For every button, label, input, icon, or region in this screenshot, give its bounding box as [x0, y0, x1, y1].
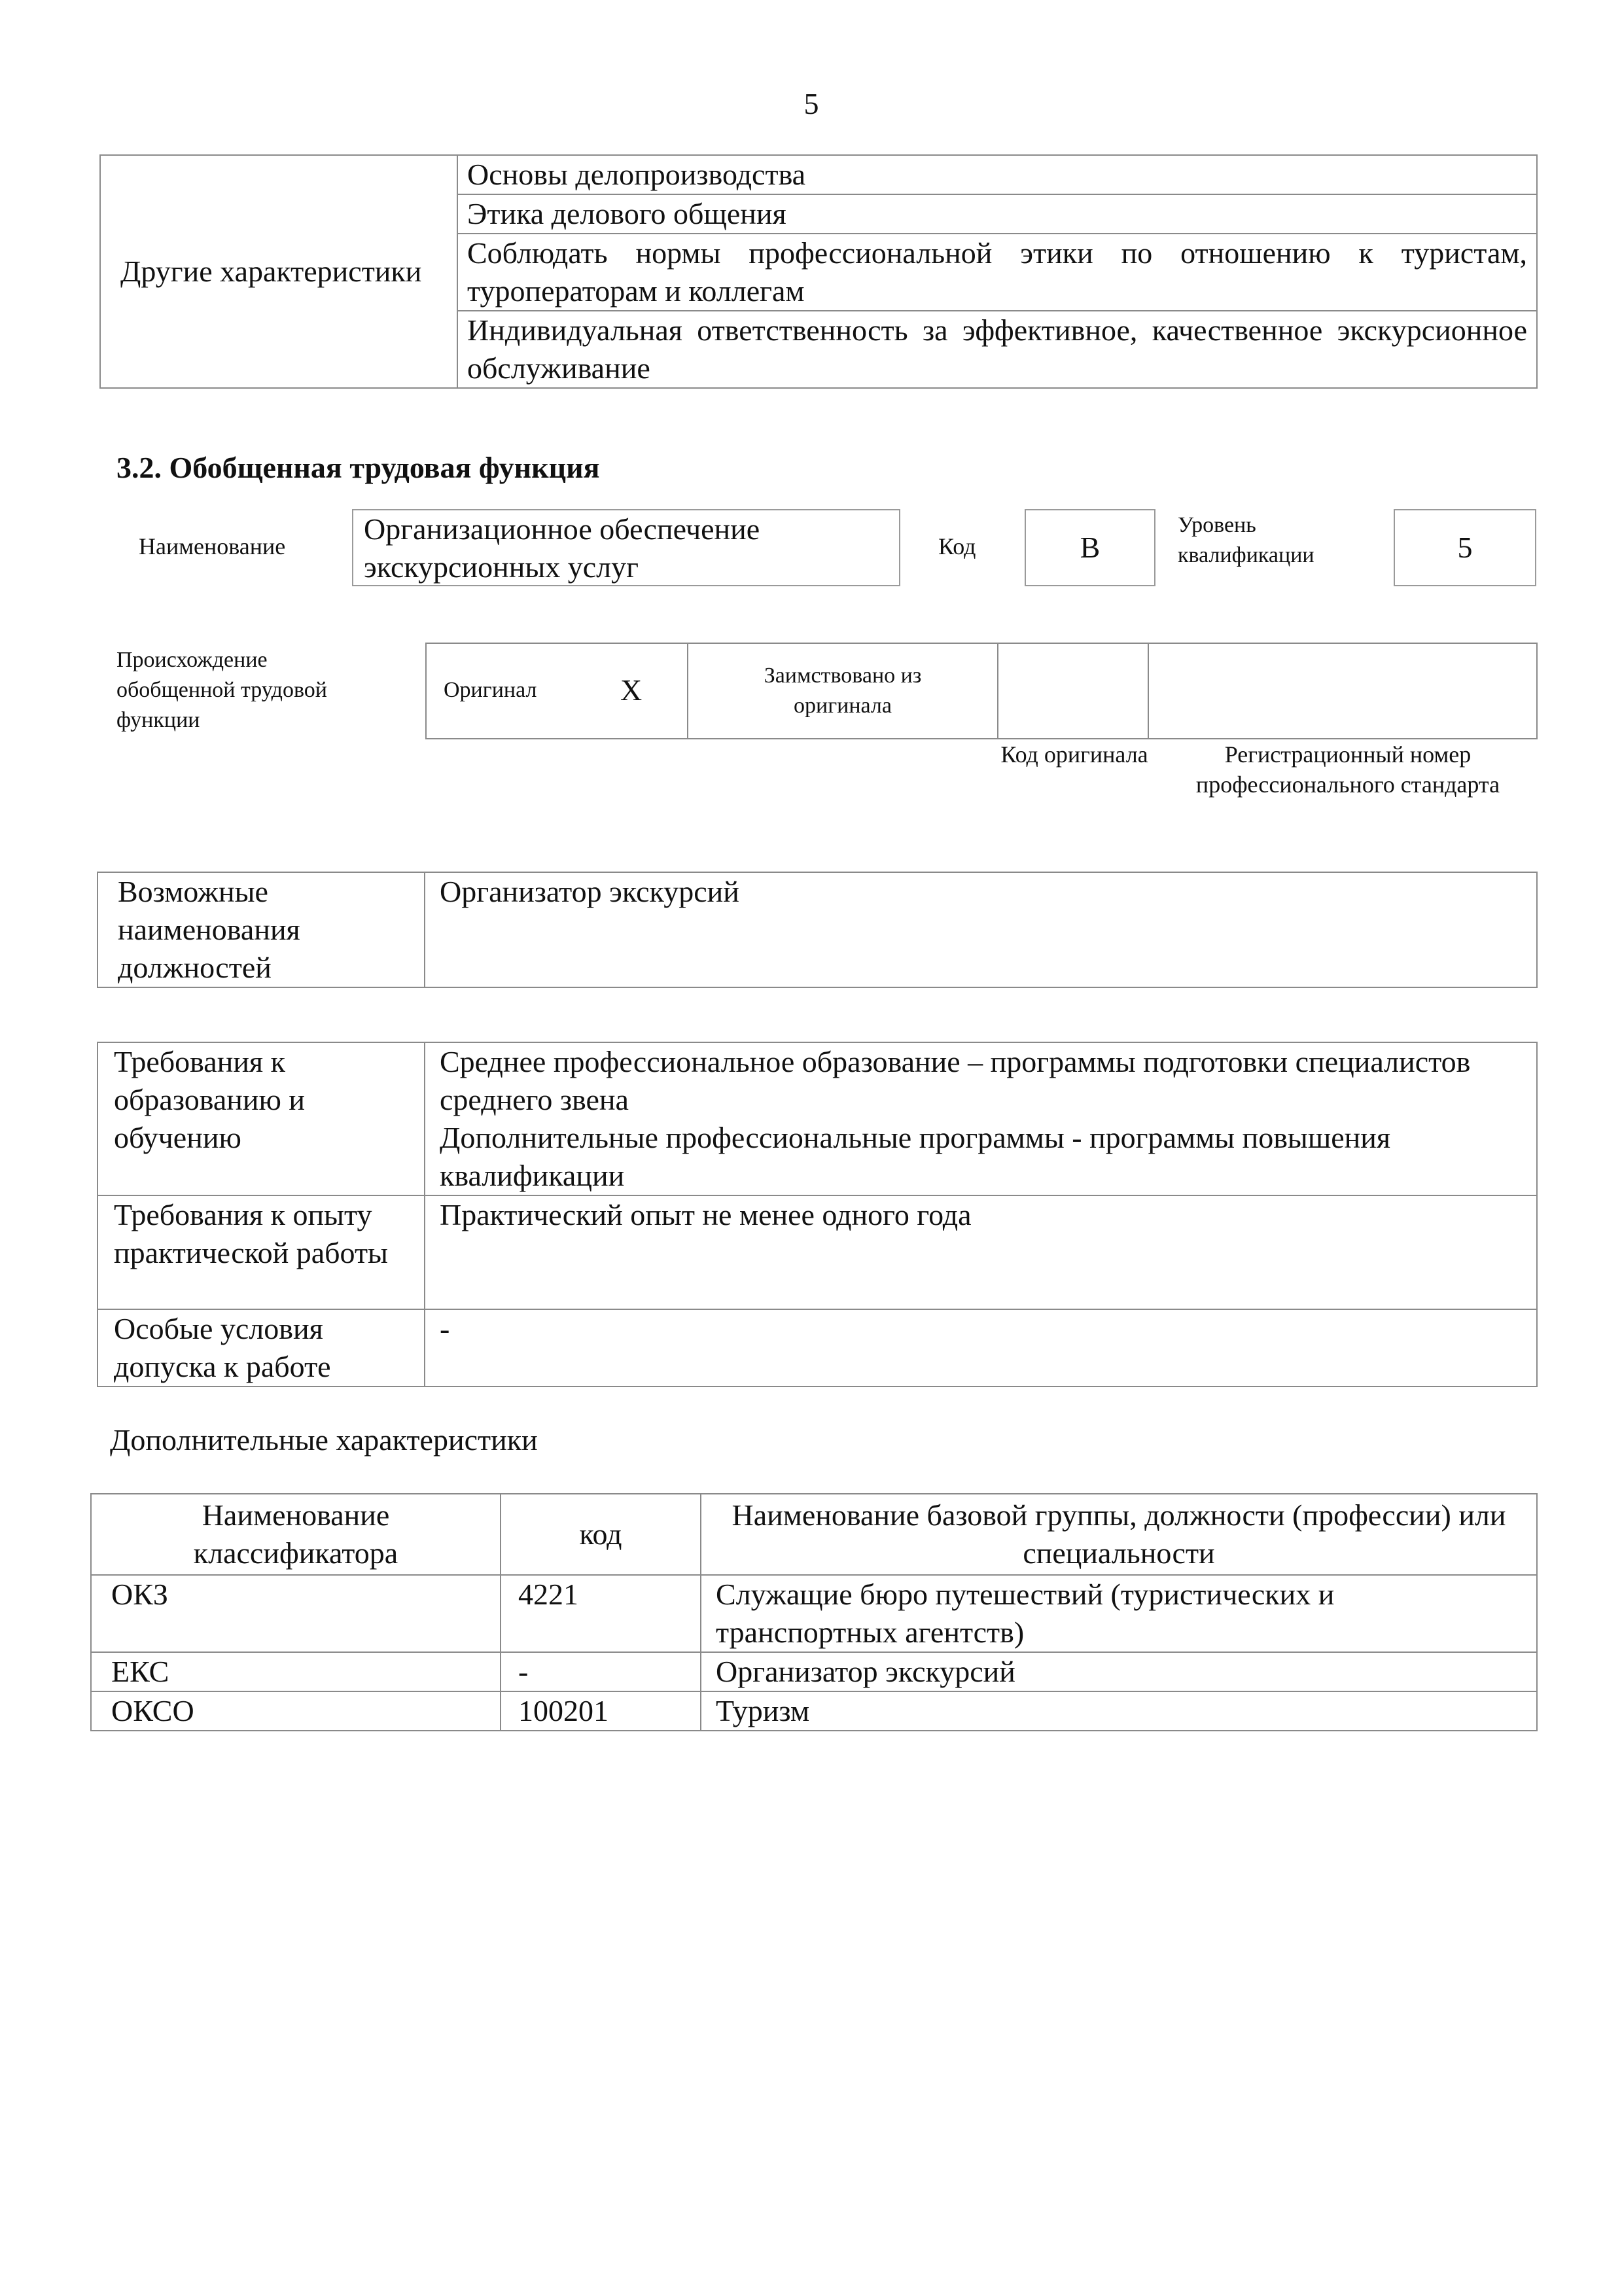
code-label: Код [938, 533, 976, 559]
level-label: Уровень квалификации [1178, 513, 1314, 567]
extra-cell: 100201 [501, 1691, 701, 1731]
extra-cell: Туризм [701, 1691, 1537, 1731]
borrowed-label: Заимствовано из оригинала [688, 643, 998, 739]
code-value: B [1025, 509, 1155, 586]
code-original-caption: Код оригинала [1000, 741, 1148, 768]
origin-label: Происхождение обобщенной трудовой функции [116, 648, 327, 732]
experience-req-value: Практический опыт не менее одного года [425, 1195, 1537, 1309]
table-row [91, 1575, 1537, 1652]
name-value: Организационное обеспечение экскурсионных услуг [352, 509, 900, 586]
reg-number-caption: Регистрационный номер профессионального стандарта [1195, 741, 1500, 798]
extra-cell: ОКЗ [91, 1575, 501, 1652]
extra-cell: ОКСО [91, 1691, 501, 1731]
table-row [91, 1652, 1537, 1691]
original-label: Оригинал [444, 678, 537, 702]
extra-cell: Служащие бюро путешествий (туристических и транспортных агентств) [701, 1575, 1537, 1652]
origin-table [425, 643, 1538, 739]
extra-title: Дополнительные характеристики [110, 1423, 538, 1457]
special-conditions-label: Особые условия допуска к работе [97, 1309, 425, 1386]
original-mark: X [620, 673, 643, 707]
name-label: Наименование [139, 533, 286, 559]
section-title: 3.2. Обобщенная трудовая функция [116, 451, 600, 484]
extra-cell: 4221 [501, 1575, 701, 1652]
page-number: 5 [803, 87, 819, 120]
extra-header-name: Наименование базовой группы, должности (профессии) или специальности [701, 1494, 1537, 1575]
education-req-value: Среднее профессиональное образование – программы подготовки специалистов среднего звена Дополнительные профессиональные программы - программы повышения квалификации [425, 1042, 1537, 1195]
special-conditions-value: - [425, 1309, 1537, 1386]
table-row [91, 1691, 1537, 1731]
extra-cell: Организатор экскурсий [701, 1652, 1537, 1691]
other-char-item: Соблюдать нормы профессиональной этики по отношению к туристам, туроператорам и коллегам [457, 234, 1537, 311]
requirements-table [97, 1042, 1538, 1387]
extra-cell: - [501, 1652, 701, 1691]
extra-header-classifier: Наименование классификатора [91, 1494, 501, 1575]
other-characteristics-label: Другие характеристики [100, 155, 457, 388]
other-char-item: Индивидуальная ответственность за эффективное, качественное экскурсионное обслуживание [457, 311, 1537, 388]
education-req-label: Требования к образованию и обучению [97, 1042, 425, 1195]
positions-table [97, 872, 1538, 988]
other-char-item: Основы делопроизводства [457, 155, 1537, 194]
original-code-cell [998, 643, 1148, 739]
other-characteristics-table [99, 154, 1538, 389]
extra-table [90, 1493, 1538, 1731]
other-char-item: Этика делового общения [457, 194, 1537, 234]
positions-label: Возможные наименования должностей [97, 872, 425, 987]
extra-header-code: код [501, 1494, 701, 1575]
extra-cell: ЕКС [91, 1652, 501, 1691]
reg-number-cell [1148, 643, 1537, 739]
experience-req-label: Требования к опыту практической работы [97, 1195, 425, 1309]
level-value: 5 [1394, 509, 1536, 586]
positions-value: Организатор экскурсий [425, 872, 1537, 987]
